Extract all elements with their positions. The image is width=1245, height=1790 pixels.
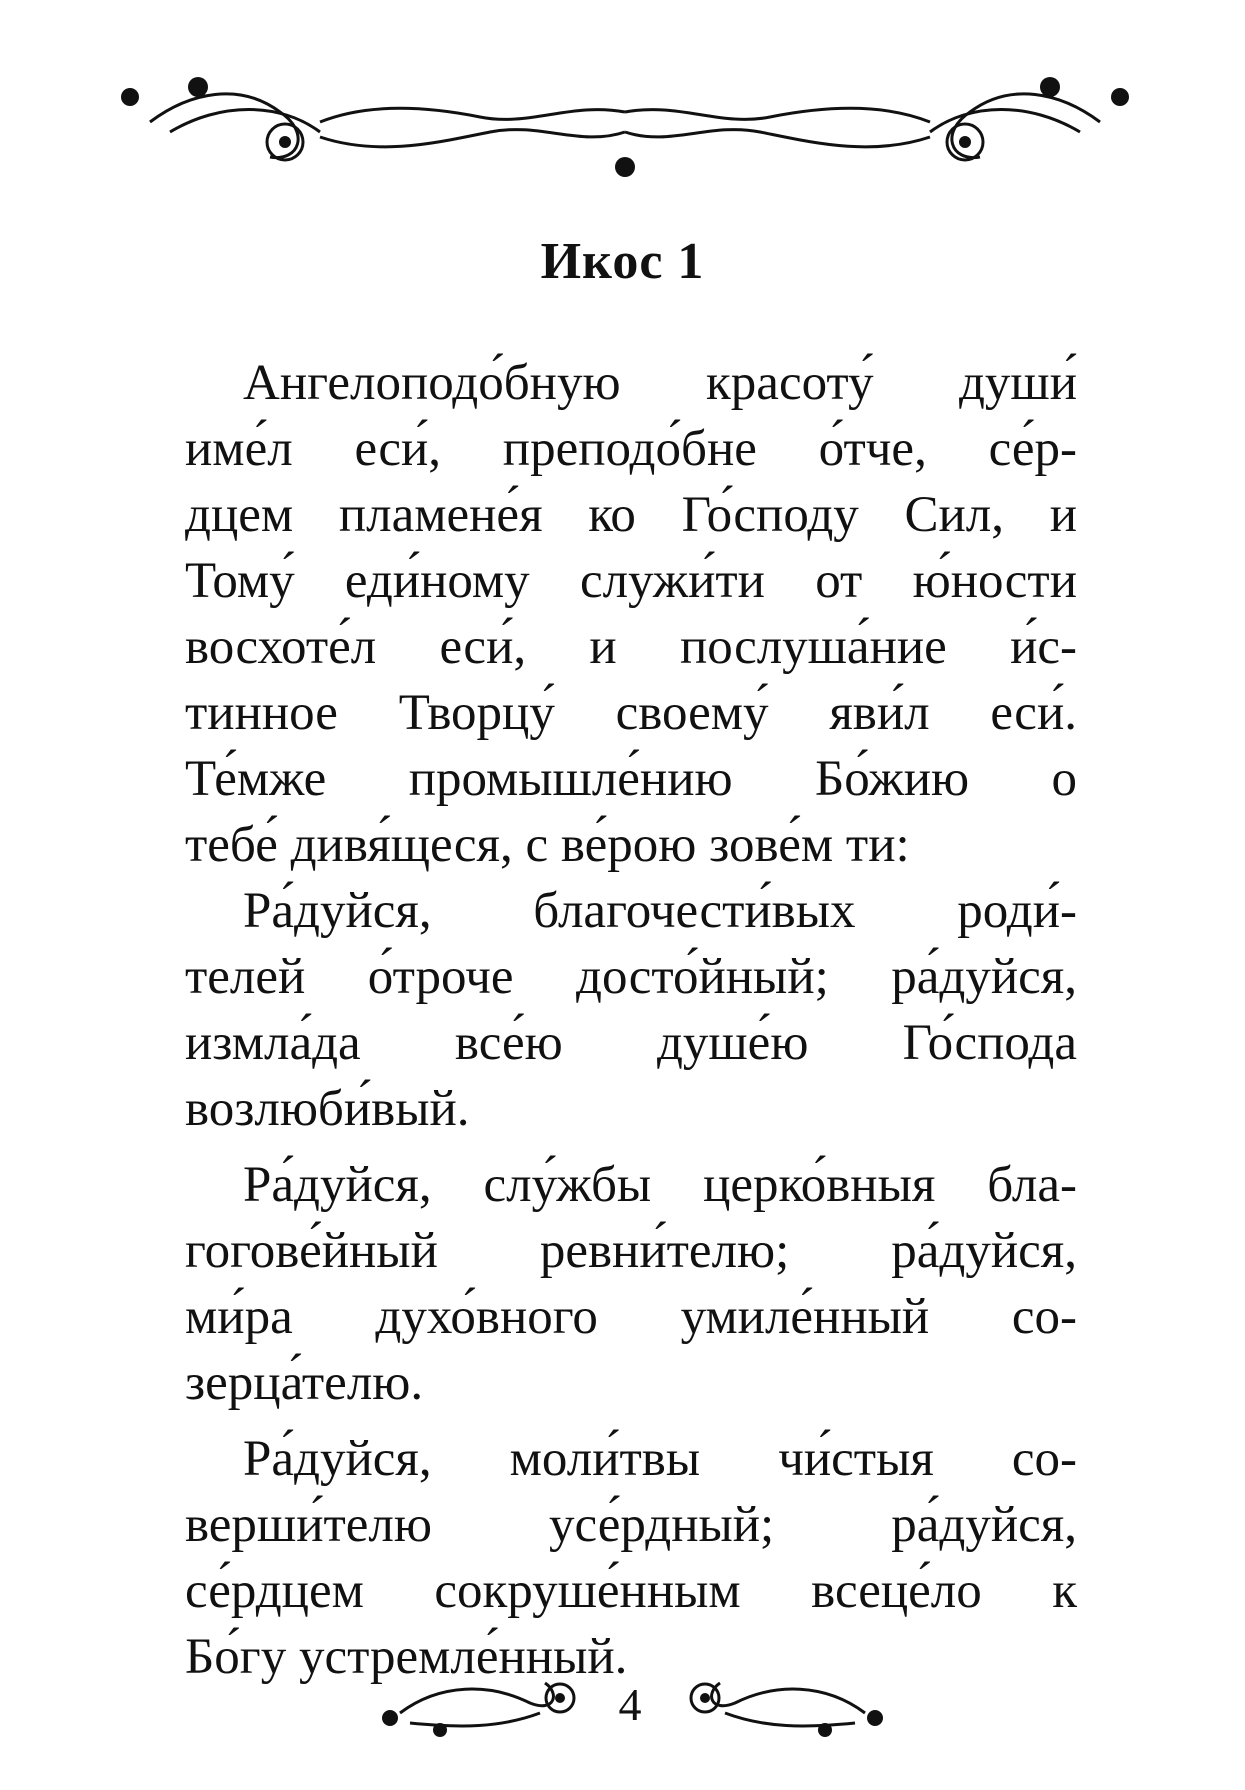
text-line: Ра́дуйся, благочести́вых роди́- <box>243 883 1077 939</box>
text-line: дцем пламене́я ко Го́споду Сил, и <box>185 487 1077 543</box>
text-line: тинное Творцу́ своему́ яви́л еси́. <box>185 685 1077 741</box>
text-line: Ангелоподо́бную красоту́ души́ <box>243 355 1077 411</box>
akathist-text <box>185 350 1077 1690</box>
text-line: телей о́троче досто́йный; ра́дуйся, <box>185 949 1077 1005</box>
page-number: 4 <box>618 1679 642 1730</box>
text-line: верши́телю усе́рдный; ра́дуйся, <box>185 1497 1077 1553</box>
text-line: восхоте́л еси́, и послуша́ние и́с- <box>185 619 1077 675</box>
floral-scroll-header-icon <box>110 62 1140 192</box>
text-line: тебе́ дивя́щеся, с ве́рою зове́м ти: <box>185 817 910 873</box>
text-line: ми́ра духо́вного умиле́нный со- <box>185 1289 1077 1345</box>
text-line: Бо́гу устремле́нный. <box>185 1629 628 1685</box>
text-line: Те́мже промышле́нию Бо́жию о <box>185 751 1077 807</box>
text-line: измла́да все́ю душе́ю Го́спода <box>185 1015 1077 1071</box>
text-line: Тому́ еди́ному служи́ти от ю́ности <box>185 553 1077 609</box>
text-line: зерца́телю. <box>185 1355 424 1411</box>
text-line: Ра́дуйся, моли́твы чи́стыя со- <box>243 1431 1077 1487</box>
text-line: возлюби́вый. <box>185 1081 470 1137</box>
text-line: се́рдцем сокруше́нным всеце́ло к <box>185 1563 1077 1619</box>
text-line: Ра́дуйся, слу́жбы церко́вныя бла- <box>243 1157 1077 1213</box>
text-line: име́л еси́, преподо́бне о́тче, се́р- <box>185 421 1077 477</box>
page-title: Икос 1 <box>540 233 705 290</box>
text-line: гогове́йный ревни́телю; ра́дуйся, <box>185 1223 1077 1279</box>
